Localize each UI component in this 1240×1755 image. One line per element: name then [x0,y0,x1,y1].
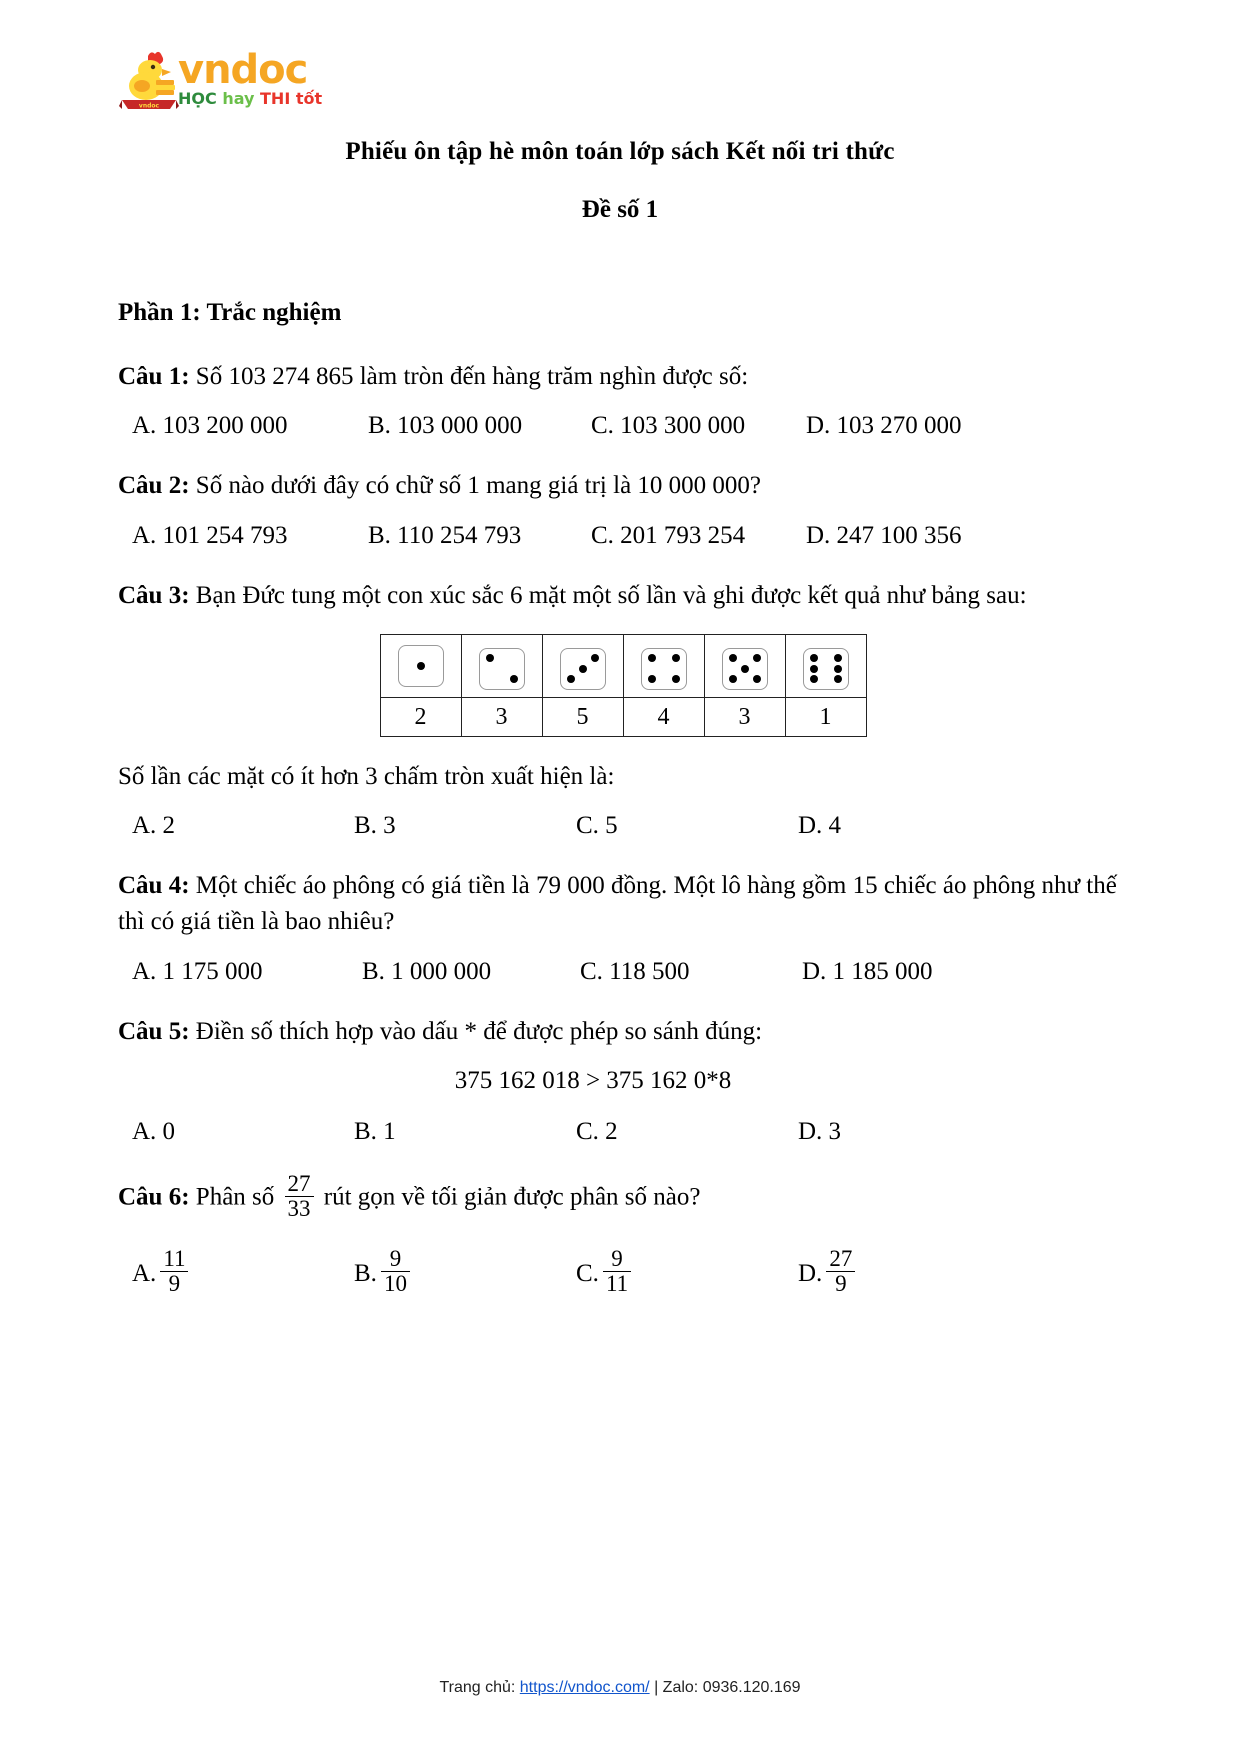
question-5-expression: 375 162 018 > 375 162 0*8 [454,1066,732,1094]
fraction-numerator: 9 [389,1246,402,1272]
option-a[interactable]: A. 1 175 000 [132,957,263,985]
page-footer [0,1679,1240,1697]
die-face-5-icon [722,648,768,690]
option-d[interactable]: D. 3 [798,1117,842,1145]
question-3-label: Câu 3: [118,581,190,609]
page-subtitle: Đề số 1 [581,196,659,223]
question-2-label: Câu 2: [118,472,190,500]
question-1-label: Câu 1: [118,363,190,390]
logo-brand-text: vndoc [178,47,308,93]
dice-cell-4 [623,634,704,697]
option-b-fraction [381,1247,410,1296]
page-title: Phiếu ôn tập hè môn toán lớp sách Kết nối tri thức [345,138,895,165]
option-b-letter: B. [354,1260,377,1288]
die-face-3-icon [560,648,606,690]
question-5-label: Câu 5: [118,1017,190,1045]
fraction-numerator: 27 [287,1170,311,1196]
dice-count-4: 4 [623,697,704,736]
option-a[interactable] [132,1246,354,1298]
tagline-thi: THI [260,89,296,108]
die-face-4-icon [641,648,687,690]
question-2 [118,468,1128,504]
option-c-fraction [603,1247,631,1296]
question-2-options [118,523,1128,548]
option-b[interactable]: B. 110 254 793 [368,521,522,549]
vndoc-logo [118,48,418,120]
dice-count-3: 5 [542,697,623,736]
question-4 [118,868,1128,941]
question-2-text: Số nào dưới đây có chữ số 1 mang giá trị là 10 000 000? [189,472,762,500]
dice-results-table-wrapper [118,634,1128,737]
fraction-denominator: 11 [603,1271,631,1296]
fraction-denominator: 10 [381,1271,410,1296]
question-3-options [118,813,1128,838]
dice-cell-1 [380,634,461,697]
option-b[interactable] [354,1246,576,1298]
dice-results-table [380,634,867,737]
option-c[interactable]: C. 201 793 254 [591,521,746,549]
option-a[interactable]: A. 101 254 793 [132,521,288,549]
question-5-text: Điền số thích hợp vào dấu * để được phép so sánh đúng: [189,1017,763,1045]
option-c[interactable]: C. 5 [576,812,618,839]
option-a[interactable]: A. 103 200 000 [132,412,288,440]
dice-count-1: 2 [380,697,461,736]
dice-count-5: 3 [704,697,785,736]
dice-count-row [380,697,866,736]
die-face-2-icon [479,648,525,690]
option-d[interactable]: D. 1 185 000 [802,957,933,985]
dice-count-2: 3 [461,697,542,736]
chicken-mascot-icon [118,50,180,116]
dice-cell-6 [785,634,866,697]
footer-homepage-link[interactable]: https://vndoc.com/ [519,1679,650,1696]
option-c[interactable]: C. 103 300 000 [591,412,746,440]
question-1-text: Số 103 274 865 làm tròn đến hàng trăm nghìn được số: [189,363,749,390]
fraction-numerator: 11 [163,1246,186,1272]
question-4-text: Một chiếc áo phông có giá tiền là 79 000 đồng. Một lô hàng gồm 15 chiếc áo phông như thế thì có giá tiền là bao nhiêu? [118,872,1117,936]
section-heading-part1: Phần 1: Trắc nghiệm [118,299,342,326]
question-6-text-before: Phân số [189,1183,281,1211]
fraction-numerator: 27 [829,1246,853,1272]
option-a-fraction [160,1247,188,1296]
question-3-text: Bạn Đức tung một con xúc sắc 6 mặt một số lần và ghi được kết quả như bảng sau: [189,581,1027,609]
option-b[interactable]: B. 103 000 000 [368,412,523,440]
option-d[interactable]: D. 247 100 356 [806,521,962,549]
option-d-fraction [826,1247,855,1296]
option-a[interactable]: A. 2 [132,812,176,839]
die-face-1-icon [398,645,444,687]
fraction-denominator: 9 [160,1271,188,1296]
tagline-hay: hay [222,89,261,108]
option-b[interactable]: B. 3 [354,812,396,839]
option-b[interactable]: B. 1 [354,1117,396,1145]
fraction-denominator: 33 [285,1196,314,1221]
dice-face-row [380,634,866,697]
option-d[interactable] [798,1246,1020,1298]
dice-cell-3 [542,634,623,697]
option-a-letter: A. [132,1260,157,1288]
question-5 [118,1014,1128,1050]
question-3 [118,578,1128,614]
footer-prefix: Trang chủ: [439,1679,520,1696]
option-c-letter: C. [576,1260,599,1288]
option-c[interactable]: C. 2 [576,1117,618,1145]
question-4-label: Câu 4: [118,872,190,899]
die-face-6-icon [803,648,849,690]
fraction-numerator: 9 [611,1246,623,1272]
option-d[interactable]: D. 103 270 000 [806,412,962,440]
option-d-letter: D. [798,1260,823,1288]
footer-suffix: | Zalo: 0936.120.169 [649,1679,801,1696]
question-1 [118,359,1128,395]
question-6-label: Câu 6: [118,1183,190,1211]
dice-cell-2 [461,634,542,697]
question-1-options [118,413,1128,438]
logo-wordmark [178,48,322,108]
question-6-fraction [285,1172,314,1221]
tagline-hoc: HỌC [178,89,223,108]
option-d[interactable]: D. 4 [798,812,842,839]
option-a[interactable]: A. 0 [132,1117,176,1145]
question-5-options [118,1119,1128,1144]
question-4-options [118,959,1128,984]
svg-text:vndoc: vndoc [138,102,160,110]
question-6 [118,1170,1128,1223]
question-3-followup: Số lần các mặt có ít hơn 3 chấm tròn xuất hiện là: [118,762,615,790]
fraction-denominator: 9 [826,1271,855,1296]
logo-tagline [178,90,322,108]
option-c[interactable] [576,1246,798,1298]
question-6-text-after: rút gọn về tối giản được phân số nào? [317,1183,701,1211]
option-c[interactable]: C. 118 500 [580,957,690,985]
question-6-options [118,1246,1128,1298]
document-content [118,300,1128,1328]
option-b[interactable]: B. 1 000 000 [362,957,492,985]
tagline-tot: tốt [295,89,323,108]
dice-cell-5 [704,634,785,697]
dice-count-6: 1 [785,697,866,736]
